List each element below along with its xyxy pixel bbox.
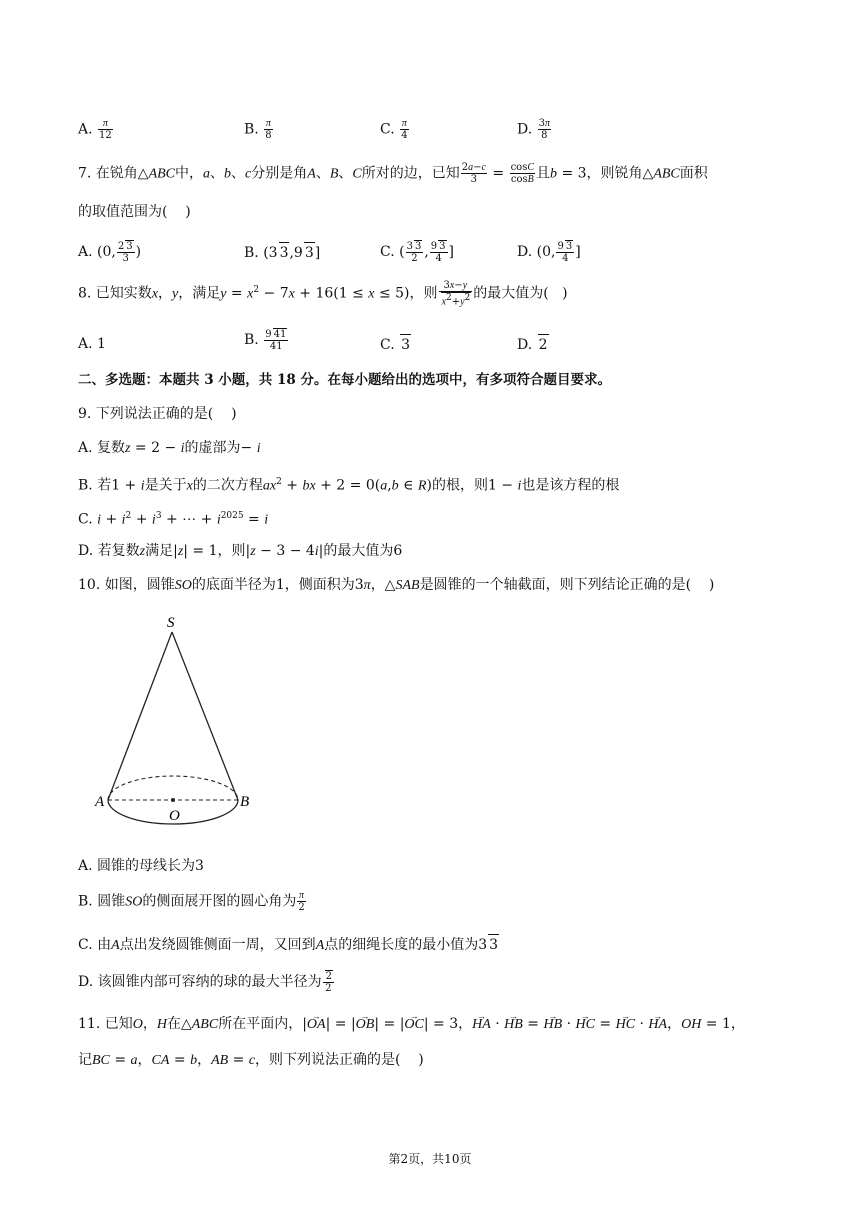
- label-a: A: [95, 794, 105, 810]
- q6-option-a: A. $\frac{\pi}{12}$: [78, 118, 112, 141]
- q10-option-c: C. 由A点出发绕圆锥侧面一周，又回到A点的细绳长度的最小值为3 3: [78, 934, 499, 956]
- q7-option-a: A. (0, $\frac{2 3}{3}$ ): [78, 241, 142, 264]
- label-o: O: [169, 808, 180, 824]
- section-2-heading: 二、多选题：本题共 3 小题，共 18 分。在每小题给出的选项中，有多项符合题目要求。: [78, 372, 611, 388]
- page-footer: 第2页，共10页: [388, 1152, 472, 1166]
- q6-option-d: D. $\frac{3\pi}{8}$: [517, 118, 551, 141]
- q9-stem: 9. 下列说法正确的是( ): [78, 406, 237, 422]
- q8-option-b: B. $\frac{9 41}{41}$: [244, 329, 287, 352]
- q8-option-d: D. 2: [517, 334, 549, 355]
- base-back-arc: [108, 776, 238, 800]
- q6-option-c: C. $\frac{\pi}{4}$: [380, 118, 408, 141]
- q8-option-c: C. 3: [380, 334, 411, 355]
- q11-stem: 11. 已知O，H在△ABC所在平面内，|→ OA| = |→ OB| = |→ OC| = 3，→ HA · → HB = → HB · → HC = → HC · → HA，OH = 1，: [78, 1014, 745, 1035]
- q8-option-a: A. 1: [78, 336, 106, 352]
- q7-option-b: B. (3 3,9 3]: [244, 242, 320, 263]
- q9-option-a: A. 复数z = 2 − i的虚部为− i: [78, 440, 261, 456]
- q7-stem-cont: 的取值范围为( ): [78, 204, 191, 220]
- cone-slant-right: [172, 632, 238, 800]
- q10-option-b: B. 圆锥SO的侧面展开图的圆心角为 $\frac{\pi}{2}$: [78, 890, 305, 913]
- q9-option-d: D. 若复数z满足|z| = 1，则|z − 3 − 4i|的最大值为6: [78, 543, 403, 559]
- q7-option-d: D. (0, $\frac{9 3}{4}$ ]: [517, 241, 581, 264]
- q11-stem-cont: 记BC = a，CA = b，AB = c，则下列说法正确的是( ): [78, 1052, 424, 1068]
- label-s: S: [167, 615, 175, 631]
- q9-option-c: C. $i + i^2 + i^3$ + ⋯ + $i^{2025} = i$: [78, 511, 269, 528]
- q10-option-a: A. 圆锥的母线长为3: [78, 858, 204, 874]
- center-point-o: [171, 798, 175, 802]
- q8-stem: 8. 已知实数x，y，满足$y = x^2 - 7x + 16(1 \le x \le 5)$，则 $\frac{3x-y}{x^2+y^2}$ 的最大值为( ): [78, 280, 568, 308]
- cone-figure: [90, 612, 290, 832]
- q6-option-b: B. $\frac{\pi}{8}$: [244, 118, 272, 141]
- cone-slant-left: [108, 632, 172, 800]
- label-b: B: [240, 794, 250, 810]
- q10-option-d: D. 该圆锥内部可容纳的球的最大半径为 $\frac{2}{2}$: [78, 971, 332, 994]
- q10-stem: 10. 如图，圆锥SO的底面半径为1，侧面积为3π，△SAB是圆锥的一个轴截面，则下列结论正确的是( ): [78, 577, 715, 593]
- q7-stem: 7. 在锐角△ABC中，a、b、c分别是角A、B、C所对的边，已知 $\frac{2a-c}{3}$ = $\frac{\cos C}{\cos B}$ 且b = 3，则锐角△ABC面积: [78, 162, 708, 185]
- q9-option-b: B. 若1 + i是关于x的二次方程$ax^2$ + bx + 2 = 0(a,b ∈ R)的根，则1 − i也是该方程的根: [78, 477, 620, 494]
- q7-option-c: C. ( $\frac{3 3}{2}$ , $\frac{9 3}{4}$ ]: [380, 241, 454, 264]
